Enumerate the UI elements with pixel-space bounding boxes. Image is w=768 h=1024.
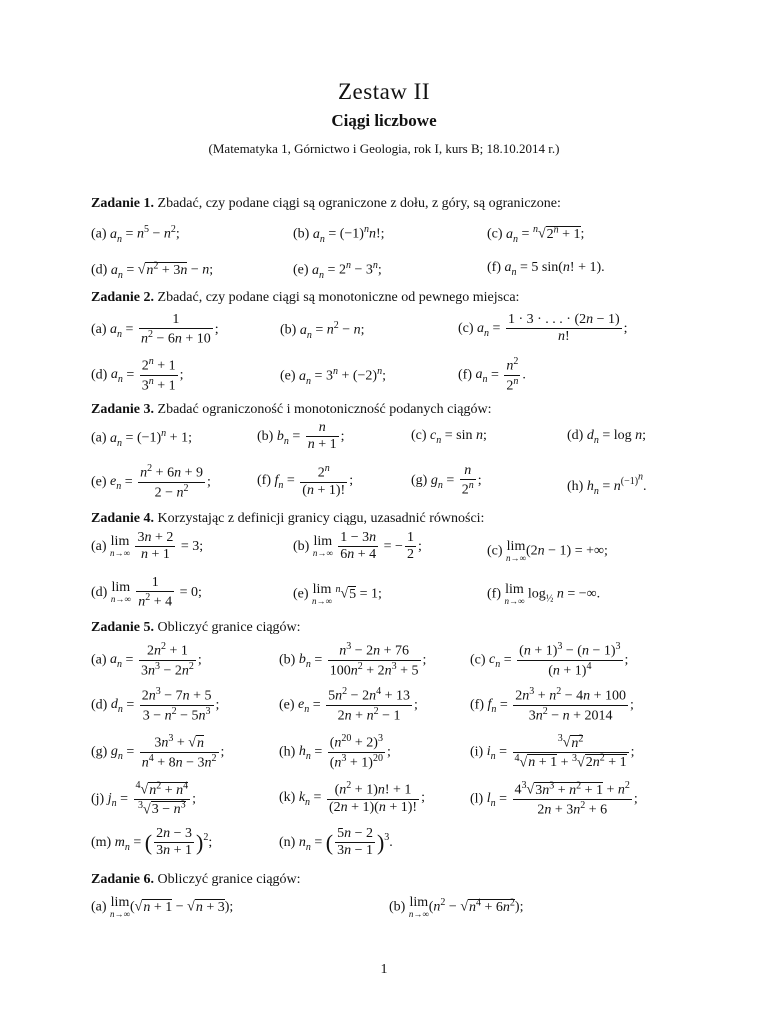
task-label: Zadanie 2. [91,290,155,305]
formula: (b) $b_n$ = $\frac{n}{n + 1}$ ; [257,420,345,453]
task-text: Zbadać, czy podane ciągi są ograniczone z dołu, z góry, są ograniczone: [157,196,561,211]
course-info: (Matematyka 1, Górnictwo i Geologia, rok I, kurs B; 18.10.2014 r.) [208,141,560,156]
task-label: Zadanie 1. [91,196,155,211]
formula: (d) $d_n$ = $\frac{2n^3 - 7n + 5}{3 - n^2 - 5n^3}$ ; [91,686,220,724]
formula: (d) lim n→∞ $\frac{1}{n^2 + 4}$ = 0; [91,575,202,610]
formula: (f) $f_n$ = $\frac{2n^3 + n^2 - 4n + 100}{3n^2 - n + 2014}$ ; [470,686,634,724]
task-label: Zadanie 5. [91,620,155,635]
formula: (c) $c_n = \sin n$; [411,428,487,446]
task-text: Zbadać ograniczoność i monotoniczność podanych ciągów: [157,402,492,417]
page-subtitle: Ciągi liczbowe [331,111,437,130]
formula: (a) $a_n$ = $\frac{2n^2 + 1}{3n^3 - 2n^2}$ ; [91,641,202,679]
task-label: Zadanie 3. [91,402,155,417]
formula: (e) $a_n = 2^n - 3^n$; [293,260,382,281]
formula: (e) $a_n = 3^n + (-2)^n$; [280,366,386,387]
formula: (g) $g_n$ = $\frac{3n^3 + √n}{n^4 + 8n - 3n^2}$ ; [91,733,225,771]
formula: (l) $l_n$ = $\frac{4^3√3n^3 + n^2 + 1 + n^2}{2n + 3n^2 + 6}$ ; [470,780,638,818]
task-3-heading [91,402,491,418]
formula: (f) lim n→∞ $\log_{\frac{1}{2}} n$ = −∞. [487,582,601,606]
formula: (i) $i_n$ = $\frac{^3√n^2}{^4√n + 1 + ^3√2n^2 + 1}$ ; [470,733,635,771]
formula: (e) $e_n$ = $\frac{5n^2 - 2n^4 + 13}{2n + n^2 - 1}$ ; [279,686,418,724]
formula: (f) $a_n$ = $\frac{n^2}{2^n}$ . [458,356,526,394]
page-title: Zestaw II [338,79,430,104]
task-1-heading [91,196,561,212]
formula: (a) $a_n = n^5 - n^2$; [91,224,180,245]
formula: (m) $m_n$ = ( $\frac{2n - 3}{3n + 1}$ )$^2$; [91,826,213,859]
formula: (b) $a_n = n^2 - n$; [280,320,365,341]
task-text: Obliczyć granice ciągów: [157,620,301,635]
formula: (a) $a_n = (-1)^n + 1$; [91,428,192,449]
formula: (a) lim n→∞ $\frac{3n + 2}{n + 1}$ = 3; [91,530,204,563]
formula: (h) $h_n = n^{(-1)^n}$. [567,472,647,497]
formula: (d) $a_n = √n^2 + 3n - n$; [91,260,214,281]
formula: (g) $g_n$ = $\frac{n}{2^n}$ ; [411,463,482,498]
formula: (c) $a_n$ = $\frac{1 \cdot 3 \cdot . . . \cdot (2n - 1)}{n!}$ ; [458,312,628,345]
task-6-heading [91,872,301,888]
formula: (c) $a_n = ^n√2^n + 1$; [487,224,585,245]
task-text: Korzystając z definicji granicy ciągu, uzasadnić równości: [157,511,485,526]
formula: (b) lim n→∞ $\frac{1 - 3n}{6n + 4}$ = − $\frac{1}{2}$ ; [293,530,422,563]
page-number: 1 [380,962,388,977]
formula: (f) $f_n$ = $\frac{2^n}{(n + 1)!}$ ; [257,463,354,498]
formula: (c) lim n→∞ (2n − 1) = +∞; [487,539,608,563]
formula: (d) $d_n = \log n$; [567,428,647,446]
formula: (b) $a_n = (-1)^nn$!; [293,224,385,245]
formula: (n) $n_n$ = ( $\frac{5n - 2}{3n - 1}$ )$^3$. [279,826,393,859]
task-label: Zadanie 4. [91,511,155,526]
task-2-heading [91,290,519,306]
formula: (b) lim n→∞ $(n^2 - √n^4 + 6n^2)$; [389,895,524,919]
formula: (j) $j_n$ = $\frac{^4√n^2 + n^4}{^3√3 - n^3}$ ; [91,780,196,818]
formula: (k) $k_n$ = $\frac{(n^2 + 1)n! + 1}{(2n + 1)(n + 1)!}$ ; [279,780,425,815]
formula: (e) $e_n$ = $\frac{n^2 + 6n + 9}{2 - n^2}$ ; [91,463,211,501]
formula: (h) $h_n$ = $\frac{(n^{20} + 2)^3}{(n^3 + 1)^{20}}$ ; [279,733,391,771]
formula: (c) $c_n$ = $\frac{(n + 1)^3 - (n - 1)^3}{(n + 1)^4}$ ; [470,641,629,679]
task-text: Zbadać, czy podane ciągi są monotoniczne od pewnego miejsca: [157,290,520,305]
task-text: Obliczyć granice ciągów: [157,872,301,887]
formula: (e) lim n→∞ $^n$√5 = 1; [293,582,382,606]
formula: (b) $b_n$ = $\frac{n^3 - 2n + 76}{100n^2 + 2n^3 + 5}$ ; [279,641,427,679]
formula: (f) $a_n = 5$ sin(n! + 1). [487,260,605,278]
formula: (a) lim n→∞ (√n + 1 − √n + 3); [91,895,234,919]
formula: (d) $a_n$ = $\frac{2^n + 1}{3^n + 1}$ ; [91,356,184,394]
task-label: Zadanie 6. [91,872,155,887]
formula: (a) $a_n$ = $\frac{1}{n^2 - 6n + 10}$ ; [91,312,219,347]
task-5-heading [91,620,301,636]
task-4-heading [91,511,484,527]
